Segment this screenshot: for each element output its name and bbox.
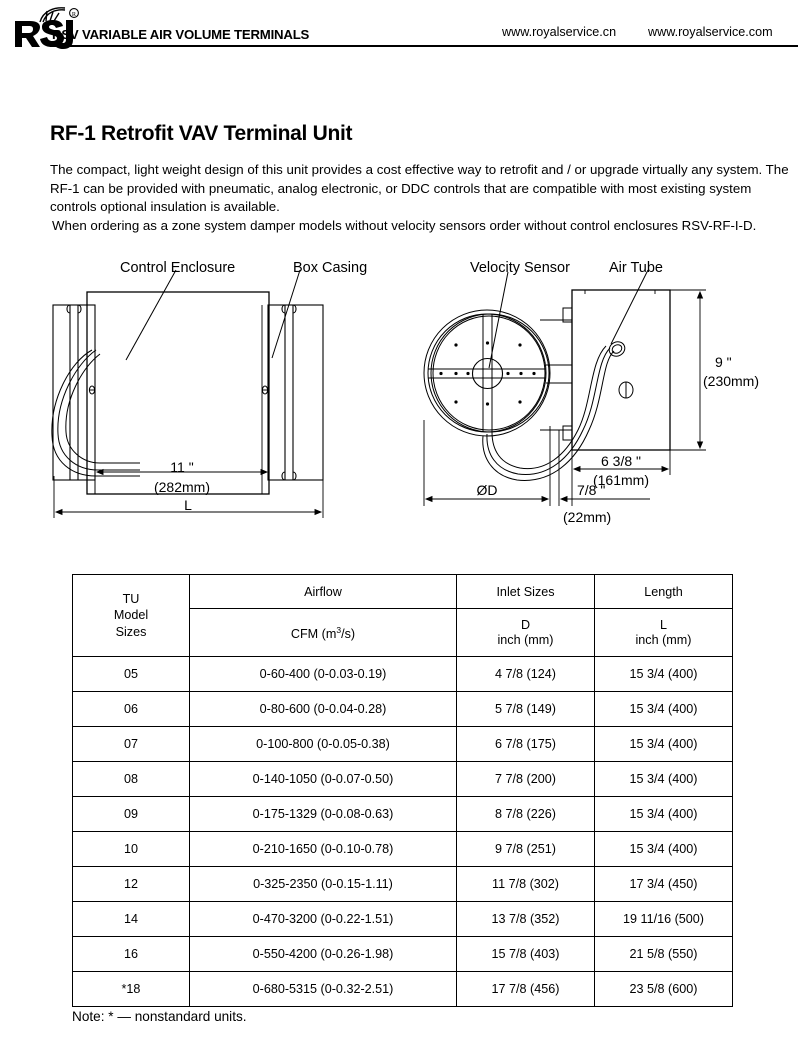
dim-casing-height-inch: 9 " [715, 354, 732, 370]
page-title: RF-1 Retrofit VAV Terminal Unit [50, 122, 353, 146]
cell-length: 15 3/4 (400) [595, 657, 733, 692]
table-note: Note: * — nonstandard units. [72, 1009, 247, 1024]
header-inlet-sizes: Inlet Sizes [457, 575, 595, 609]
header-tu-line2: Model [113, 608, 149, 623]
header-title: RSV VARIABLE AIR VOLUME TERMINALS [52, 27, 310, 42]
table-header-row-top [73, 575, 733, 609]
dim-inlet-diameter: ØD [476, 482, 498, 498]
cell-length: 15 3/4 (400) [595, 797, 733, 832]
header-length-unitline: inch (mm) [635, 632, 692, 647]
cell-model-size: 09 [73, 797, 190, 832]
svg-text:R: R [71, 11, 77, 18]
header-airflow-units [190, 609, 457, 657]
header-inlet-symbol: D [520, 617, 531, 632]
specifications-table [72, 574, 733, 1007]
cell-inlet-size: 6 7/8 (175) [457, 727, 595, 762]
header-cfm-exponent: 3 [336, 624, 342, 635]
callout-box-casing: Box Casing [293, 260, 368, 276]
callout-control-enclosure: Control Enclosure [120, 260, 236, 276]
cell-airflow: 0-550-4200 (0-0.26-1.98) [190, 937, 457, 972]
technical-drawings [0, 250, 800, 550]
cell-airflow: 0-140-1050 (0-0.07-0.50) [190, 762, 457, 797]
cell-length: 19 11/16 (500) [595, 902, 733, 937]
cell-model-size: 06 [73, 692, 190, 727]
header-url-com[interactable]: www.royalservice.com [648, 25, 773, 39]
page-header [0, 0, 800, 52]
specifications-table-body [73, 657, 733, 1007]
cell-length: 17 3/4 (450) [595, 867, 733, 902]
cell-airflow: 0-325-2350 (0-0.15-1.11) [190, 867, 457, 902]
table-row [73, 657, 733, 692]
cell-model-size: 16 [73, 937, 190, 972]
cell-model-size: 14 [73, 902, 190, 937]
ordering-paragraph: When ordering as a zone system damper models without velocity sensors order without control enclosures RSV-RF-I-D. [52, 218, 757, 234]
cell-airflow: 0-80-600 (0-0.04-0.28) [190, 692, 457, 727]
table-row [73, 867, 733, 902]
header-tu-line3: Sizes [115, 624, 147, 639]
dim-enclosure-width-inch: 11 " [170, 459, 194, 475]
cell-inlet-size: 4 7/8 (124) [457, 657, 595, 692]
header-inlet-units [457, 609, 595, 657]
header-tu-line1: TU [122, 591, 140, 606]
cell-airflow: 0-100-800 (0-0.05-0.38) [190, 727, 457, 762]
table-row [73, 832, 733, 867]
callout-air-tube: Air Tube [609, 260, 663, 276]
right-end-view-drawing [424, 270, 706, 506]
cell-model-size: 12 [73, 867, 190, 902]
dim-flange-depth-inch: 7/8 " [577, 482, 606, 498]
table-row [73, 692, 733, 727]
cell-inlet-size: 8 7/8 (226) [457, 797, 595, 832]
header-length: Length [595, 575, 733, 609]
cell-length: 21 5/8 (550) [595, 937, 733, 972]
dim-overall-length-label: L [184, 497, 192, 513]
header-inlet-unitline: inch (mm) [497, 632, 554, 647]
header-tu-model-sizes [73, 575, 190, 657]
cell-inlet-size: 9 7/8 (251) [457, 832, 595, 867]
header-url-cn[interactable]: www.royalservice.cn [502, 25, 617, 39]
table-row [73, 797, 733, 832]
cell-model-size: 10 [73, 832, 190, 867]
cell-model-size: 07 [73, 727, 190, 762]
header-length-units [595, 609, 733, 657]
callout-velocity-sensor: Velocity Sensor [470, 260, 570, 276]
cell-inlet-size: 7 7/8 (200) [457, 762, 595, 797]
cell-model-size: 08 [73, 762, 190, 797]
header-cfm-suffix: /s) [341, 627, 356, 642]
dim-flange-depth-mm: (22mm) [563, 509, 612, 525]
cell-length: 15 3/4 (400) [595, 727, 733, 762]
cell-airflow: 0-470-3200 (0-0.22-1.51) [190, 902, 457, 937]
table-row [73, 902, 733, 937]
cell-length: 15 3/4 (400) [595, 692, 733, 727]
dim-casing-depth-mm: (161mm) [592, 472, 650, 488]
cell-length: 15 3/4 (400) [595, 762, 733, 797]
cell-inlet-size: 13 7/8 (352) [457, 902, 595, 937]
cell-model-size: 05 [73, 657, 190, 692]
table-row [73, 762, 733, 797]
table-row [73, 937, 733, 972]
cell-inlet-size: 11 7/8 (302) [457, 867, 595, 902]
dim-casing-depth-inch: 6 3/8 " [601, 453, 641, 469]
cell-inlet-size: 5 7/8 (149) [457, 692, 595, 727]
cell-airflow: 0-210-1650 (0-0.10-0.78) [190, 832, 457, 867]
dim-casing-height-mm: (230mm) [703, 373, 760, 389]
cell-airflow: 0-680-5315 (0-0.32-2.51) [190, 972, 457, 1007]
header-length-symbol: L [659, 617, 667, 632]
header-airflow: Airflow [190, 575, 457, 609]
header-divider [50, 45, 798, 47]
spec-table-container [72, 574, 732, 1007]
dim-enclosure-width-mm: (282mm) [153, 479, 211, 495]
intro-paragraph: The compact, light weight design of this unit provides a cost effective way to retrofit and / or upgrade virtually any system. The RF-1 can be provided with pneumatic, analog electronic, or DDC controls that are compatible with most existing system controls optional insulation is available. [50, 162, 789, 215]
cell-airflow: 0-60-400 (0-0.03-0.19) [190, 657, 457, 692]
cell-inlet-size: 17 7/8 (456) [457, 972, 595, 1007]
cell-inlet-size: 15 7/8 (403) [457, 937, 595, 972]
table-row [73, 972, 733, 1007]
table-row [73, 727, 733, 762]
cell-length: 15 3/4 (400) [595, 832, 733, 867]
cell-airflow: 0-175-1329 (0-0.08-0.63) [190, 797, 457, 832]
header-cfm-prefix: CFM (m [290, 627, 337, 642]
cell-model-size: *18 [73, 972, 190, 1007]
cell-length: 23 5/8 (600) [595, 972, 733, 1007]
